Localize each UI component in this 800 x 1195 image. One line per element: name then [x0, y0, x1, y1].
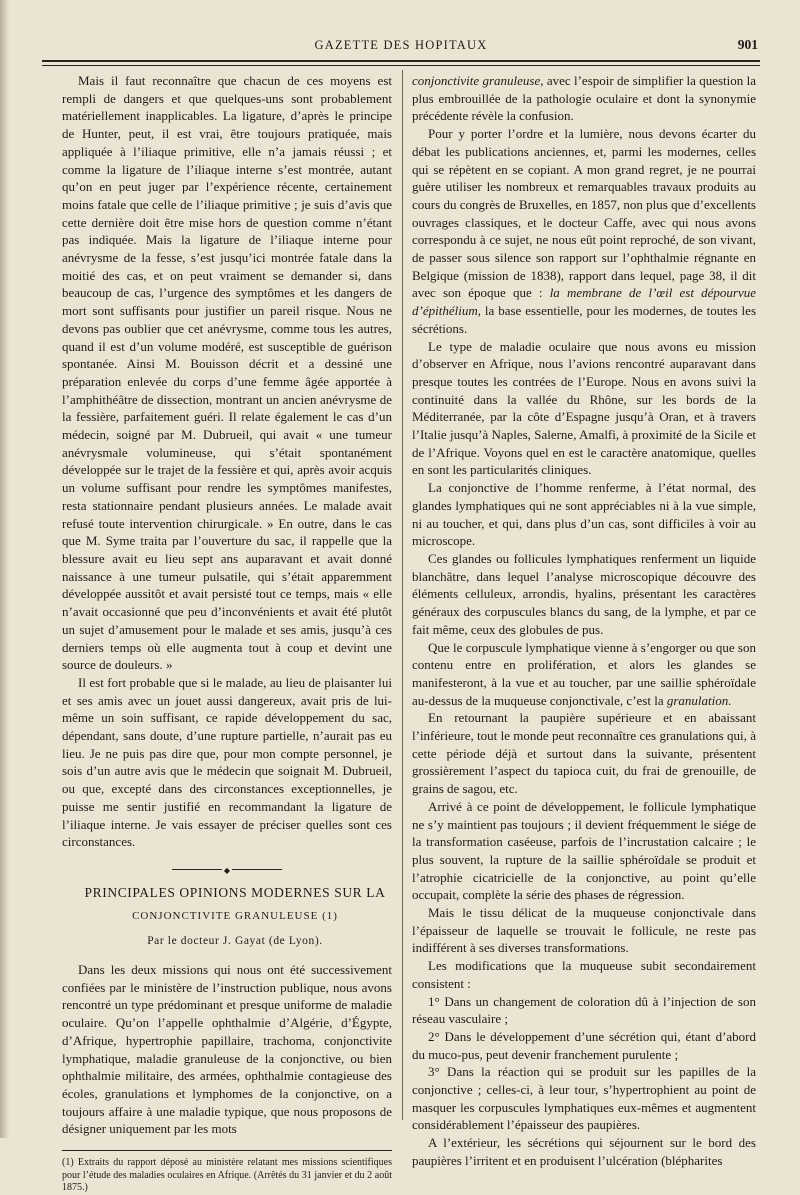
page-edge-shadow [0, 0, 10, 1138]
paragraph-text: Pour y porter l’ordre et la lumière, nous devons écarter du débat les publications anciennes, et, parmi les modernes, celles qui se répètent en se copiant. A mon grand regret, je ne pourrai guère utiliser les nombreux et remarquables travaux produits au cours du congrès de Bruxelles, en 1857, non plus que d’excellents ouvrages classiques, et le docteur Caffe, avec qui nous avons correspondu à ce sujet, ne nous eût point reproché, de son vivant, de passer sous silence son rapport sur l’ophthalmie régnante en Belgique (mission de 1838), rapport dans lequel, page 38, il dit avec son époque que : [412, 126, 756, 301]
right-column [412, 72, 756, 1170]
paragraph-text: la base essentielle, pour les modernes, de toutes les sécrétions. [412, 303, 756, 336]
italic-term: granulation. [663, 692, 732, 708]
section-separator [172, 869, 282, 870]
article-subtitle: CONJONCTIVITE GRANULEUSE (1) [132, 909, 338, 922]
paragraph: Arrivé à ce point de développement, le follicule lymphatique ne s’y maintient pas toujours ; il devient fréquemment le siége de la transformation caséeuse, parfois de l’incrustation calcaire ; le plus souvent, la rupture de la saillie sphéroïdale se produit et l’atrophie cicatricielle de la conjonctive, au point qu’elle occupait, complète la série des phases de régression. [412, 798, 756, 903]
paragraph: A l’extérieur, les sécrétions qui séjournent sur le bord des paupières l’irritent et en produisent l’ulcération (blépharites [412, 1135, 756, 1168]
column-divider [402, 70, 403, 1120]
paragraph: Mais il faut reconnaître que chacun de ces moyens est rempli de dangers et que quelques-uns sont probablement matériellement inapplicables. La ligature, d’après le principe de Hunter, peut, il est vrai, être toujours pratiquée, mais appliquée à l’iliaque primitive, elle n’a jamais réussi ; et comme la ligature de l’iliaque interne s’est montrée, autant qu’on en peut juger par l’expérience récente, certainement moins fatale que celle de l’iliaque primitive ; je suis d’avis que cette dernière doit être mise hors de question comme n’étant pas indiquée. Mais la ligature de l’iliaque interne pour anévrysme de la fesse, s’est jusqu’ici montrée fatale dans la moitié des cas, et on peut vraiment se demander si, dans beaucoup de cas, l’urgence des symptômes et les dangers de mort sont suffisants pour justifier un pareil risque. Nous ne devons pas oublier que cet anévrysme, comme tous les autres, quand il est d’un volume modéré, est susceptible de guérison spontanée. Ainsi M. Bouisson décrit et a dessiné une préparation enlevée du corps d’une femme âgée apportée à l’amphithéâtre de dissection, montrant un ancien anévrysme de la fessière, parfaitement guéri. Il relate également le cas d’un médecin, soigné par M. Dubrueil, qui avait « une tumeur anévrysmale volumineuse, qui s’était spontanément développée sur le trajet de la fessière et qui, après avoir acquis un volume suffisant pour rendre les symptômes manifestes, resta stationnaire pendant plusieurs années. Le malade avait refusé toute intervention chirurgicale. » En outre, dans le cas que M. Syme traita par l’ouverture du sac, il rappelle que la blessure avait eu lieu sept ans auparavant et avait donné naissance à une tumeur pulsatile, qui s’était apparemment développée aussitôt et avait persisté tout ce temps, mais « elle n’avait occasionné que peu d’inconvénients et avait été plutôt un sujet d’amusement pour le malade et ses amis, jusqu’à ces derniers temps où elle augmenta tout à coup et devint une source de douleurs. » [62, 73, 392, 673]
paragraph: Ces glandes ou follicules lymphatiques renferment un liquide blanchâtre, dans lequel l’analyse microscopique découvre des éléments celluleux, arrondis, hyalins, présentant les caractères généraux des corpuscules blancs du sang, de la lymphe, et par ce fait même, ceux des globules de pus. [412, 550, 756, 637]
paragraph [412, 639, 756, 710]
paragraph: Le type de maladie oculaire que nous avons eu mission d’observer en Afrique, nous l’avions rencontré auparavant dans presque toutes les contrées de l’Europe. Nous en avons suivi la continuité dans la vallée du Rhône, sur les bords de la Méditerranée, par la côte d’Espagne jusqu’à Oran, et à travers l’Italie jusqu’à Naples, Salerne, Amalfi, à proximité de la Sicile et de l’Afrique. Voyons quel en est le caractère anatomique, quelles en sont les particularités cliniques. [412, 338, 756, 478]
list-item: 1° Dans un changement de coloration dû à l’injection de son réseau vasculaire ; [412, 993, 756, 1027]
italic-term: conjonctivite granuleuse, [412, 73, 544, 88]
paragraph [412, 125, 756, 337]
article-author: Par le docteur J. Gayat (de Lyon). [147, 935, 323, 948]
header-rule [42, 60, 760, 66]
article-title: PRINCIPALES OPINIONS MODERNES SUR LA [84, 884, 386, 900]
journal-title: GAZETTE DES HOPITAUX [314, 38, 488, 52]
italic-quote: la membrane de l’œil est dépourvue d’épithélium, [412, 285, 756, 319]
paragraph: Les modifications que la muqueuse subit secondairement consistent : [412, 958, 756, 991]
paragraph: Il est fort probable que si le malade, au lieu de plaisanter lui et ses amis avec un jouet aussi dangereux, avait pris de lui-même un soin suffisant, ce rapide développement du sac, dépendant, sans doute, d’une rupture partielle, n’aurait pas eu lieu. Je ne puis pas dire que, pour mon compte personnel, je sois d’un autre avis que le médecin que soignait M. Dubrueil, ou que, excepté dans des circonstances exceptionnelles, je puisse me sentir justifié en recommandant la ligature de l’iliaque interne. Je vais essayer de préciser quelles sont ces circonstances. [62, 674, 392, 850]
running-head [42, 36, 760, 58]
list-item: 3° Dans la réaction qui se produit sur les papilles de la conjonctive ; celles-ci, à leur tour, s’hypertrophient au point de masquer les corpuscules lymphatiques eux-mêmes et augmentent considérablement l’épaisseur des paupières. [412, 1064, 756, 1133]
paragraph: En retournant la paupière supérieure et en abaissant l’inférieure, tout le monde peut reconnaître ces granulations qui, à cette période déjà et surtout dans la suivante, présentent grossièrement l’aspect du tapioca cuit, du frai de grenouille, de grains de sagou, etc. [412, 710, 756, 797]
paragraph [412, 72, 756, 125]
paragraph: La conjonctive de l’homme renferme, à l’état normal, des glandes lymphatiques qui ne sont appréciables ni à la vue simple, ni au toucher, et qui, dans plus d’un cas, sont difficiles à voir au microscope. [412, 480, 756, 549]
paragraph-text: Que le corpuscule lymphatique vienne à s’engorger ou que son contenu entre en prolifération, et alors les glandes se manifesteront, à la vue et au toucher, par une saillie sphéroïdale au-dessus de la muqueuse conjonctivale, c’est la [412, 639, 756, 708]
page-number: 901 [737, 37, 758, 52]
paragraph: Mais le tissu délicat de la muqueuse conjonctivale dans l’épaisseur de laquelle se trouvait le follicule, ne reste pas indifférent à ses diverses transformations. [412, 905, 756, 956]
left-column [62, 72, 392, 1195]
footnote: (1) Extraits du rapport déposé au ministère relatant mes missions scientifiques pour l’étude des maladies oculaires en Afrique. (Arrêtés du 31 janvier et du 2 août 1875.) [62, 1157, 392, 1194]
list-item: 2° Dans le développement d’une sécrétion qui, étant d’abord du muco-pus, peut devenir franchement purulente ; [412, 1028, 756, 1062]
paragraph-text: avec l’espoir de simplifier la question la plus embrouillée de la pathologie oculaire et dont la synonymie précédente révèle la confusion. [412, 73, 756, 124]
footnote-rule [62, 1150, 392, 1151]
paragraph: Dans les deux missions qui nous ont été successivement confiées par le ministère de l’instruction publique, nous avons rencontré un type prédominant et presque uniforme de maladie oculaire. Qu’on l’appelle ophthalmie d’Algérie, d’Égypte, d’Afrique, hypertrophie papillaire, trachoma, conjonctivite lymphatique, maladie granuleuse de la conjonctive, ou bien ophthalmie militaire, des armées, ophthalmie contagieuse des écoles, granulations et lymphomes de la conjonctive, on a toujours affaire à une maladie typique, que nous proposons de désigner uniquement par les mots [62, 962, 392, 1137]
